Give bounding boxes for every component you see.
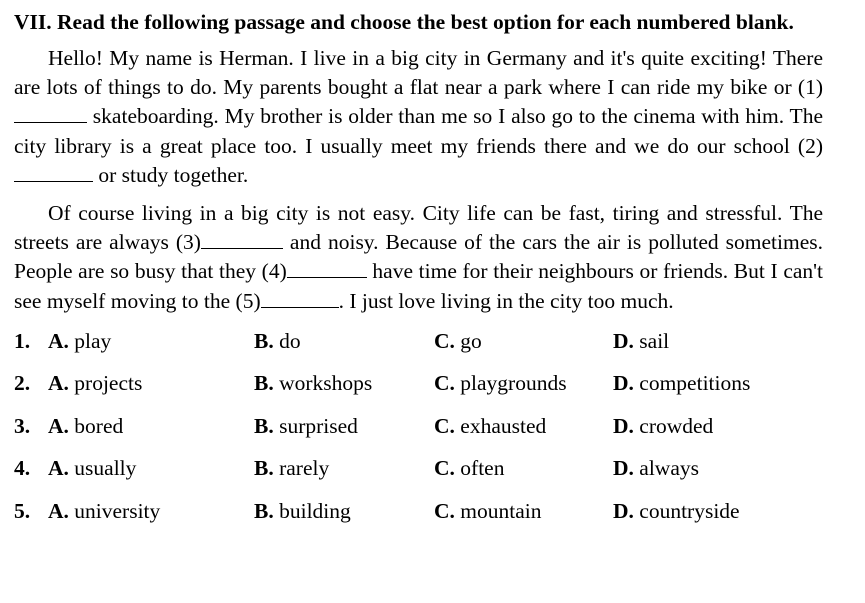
option-a[interactable] — [48, 329, 111, 353]
option-text: always — [633, 456, 699, 481]
option-text: often — [454, 456, 505, 481]
option-text: sail — [633, 328, 670, 353]
blank-4 — [287, 259, 367, 278]
option-text: competitions — [633, 371, 751, 396]
option-b[interactable] — [254, 456, 329, 480]
question-row — [14, 414, 823, 457]
option-text: bored — [68, 413, 124, 438]
option-letter: D. — [613, 328, 634, 353]
option-b[interactable] — [254, 414, 358, 438]
option-c[interactable] — [434, 499, 542, 523]
passage-text: . I just love living in the city too much. — [338, 288, 674, 313]
option-c[interactable] — [434, 456, 504, 480]
option-letter: B. — [254, 456, 274, 481]
option-letter: C. — [434, 371, 455, 396]
option-text: mountain — [454, 498, 542, 523]
option-text: building — [273, 498, 351, 523]
option-text: crowded — [633, 413, 714, 438]
option-d[interactable] — [613, 456, 699, 480]
option-text: usually — [68, 456, 137, 481]
question-number: 3. — [14, 413, 31, 438]
question-row — [14, 499, 823, 542]
option-letter: A. — [48, 413, 69, 438]
option-letter: B. — [254, 413, 274, 438]
option-a[interactable] — [48, 499, 160, 523]
option-letter: C. — [434, 413, 455, 438]
option-letter: B. — [254, 498, 274, 523]
option-text: countryside — [633, 498, 740, 523]
option-d[interactable] — [613, 371, 750, 395]
section-heading: VII. Read the following passage and choose the best option for each numbered blank. — [14, 10, 794, 34]
question-number: 2. — [14, 371, 31, 396]
passage-paragraph-2 — [14, 199, 823, 316]
option-text: playgrounds — [454, 371, 567, 396]
option-text: exhausted — [454, 413, 547, 438]
passage-text: skateboarding. My brother is older than me so I also go to the cinema with him. The city library is a great place too. I usually meet my friends there and we do our school (2) — [14, 104, 823, 158]
option-b[interactable] — [254, 329, 301, 353]
passage-text: and noisy. Because of the cars the air is polluted sometimes. People are so busy that they (4) — [14, 230, 823, 284]
option-letter: C. — [434, 328, 455, 353]
option-letter: D. — [613, 371, 634, 396]
option-letter: D. — [613, 413, 634, 438]
option-letter: D. — [613, 498, 634, 523]
option-letter: A. — [48, 371, 69, 396]
option-text: projects — [68, 371, 143, 396]
answer-options — [14, 329, 823, 542]
passage-paragraph-1 — [14, 44, 823, 190]
passage-text: Hello! My name is Herman. I live in a big city in Germany and it's quite exciting! There are lots of things to do. My parents bought a flat near a park where I can ride my bike or (1) — [14, 46, 823, 100]
option-a[interactable] — [48, 456, 136, 480]
option-text: surprised — [273, 413, 358, 438]
option-c[interactable] — [434, 414, 546, 438]
option-d[interactable] — [613, 329, 669, 353]
blank-2 — [14, 163, 93, 182]
option-b[interactable] — [254, 499, 351, 523]
question-row — [14, 329, 823, 372]
option-text: do — [273, 328, 301, 353]
option-text: go — [454, 328, 482, 353]
option-a[interactable] — [48, 371, 142, 395]
question-row — [14, 456, 823, 499]
option-letter: C. — [434, 456, 455, 481]
question-row — [14, 371, 823, 414]
option-text: rarely — [273, 456, 330, 481]
option-letter: A. — [48, 328, 69, 353]
question-number: 1. — [14, 328, 31, 353]
option-c[interactable] — [434, 371, 567, 395]
question-number: 4. — [14, 456, 31, 481]
option-text: play — [68, 328, 112, 353]
question-number: 5. — [14, 498, 31, 523]
passage-text: Of course living in a big city is not easy. City life can be fast, tiring and stressful. The streets are always (3) — [14, 201, 823, 255]
option-d[interactable] — [613, 414, 713, 438]
option-letter: A. — [48, 456, 69, 481]
option-text: university — [68, 498, 161, 523]
option-a[interactable] — [48, 414, 123, 438]
passage-text: or study together. — [93, 162, 249, 187]
option-c[interactable] — [434, 329, 482, 353]
option-d[interactable] — [613, 499, 740, 523]
option-b[interactable] — [254, 371, 372, 395]
option-letter: A. — [48, 498, 69, 523]
option-letter: D. — [613, 456, 634, 481]
passage-text: have time for their neighbours or friends. But I can't see myself moving to the (5) — [14, 259, 823, 313]
blank-5 — [261, 289, 339, 308]
option-letter: C. — [434, 498, 455, 523]
blank-1 — [14, 104, 87, 123]
option-letter: B. — [254, 371, 274, 396]
option-letter: B. — [254, 328, 274, 353]
option-text: workshops — [273, 371, 373, 396]
blank-3 — [201, 230, 283, 249]
